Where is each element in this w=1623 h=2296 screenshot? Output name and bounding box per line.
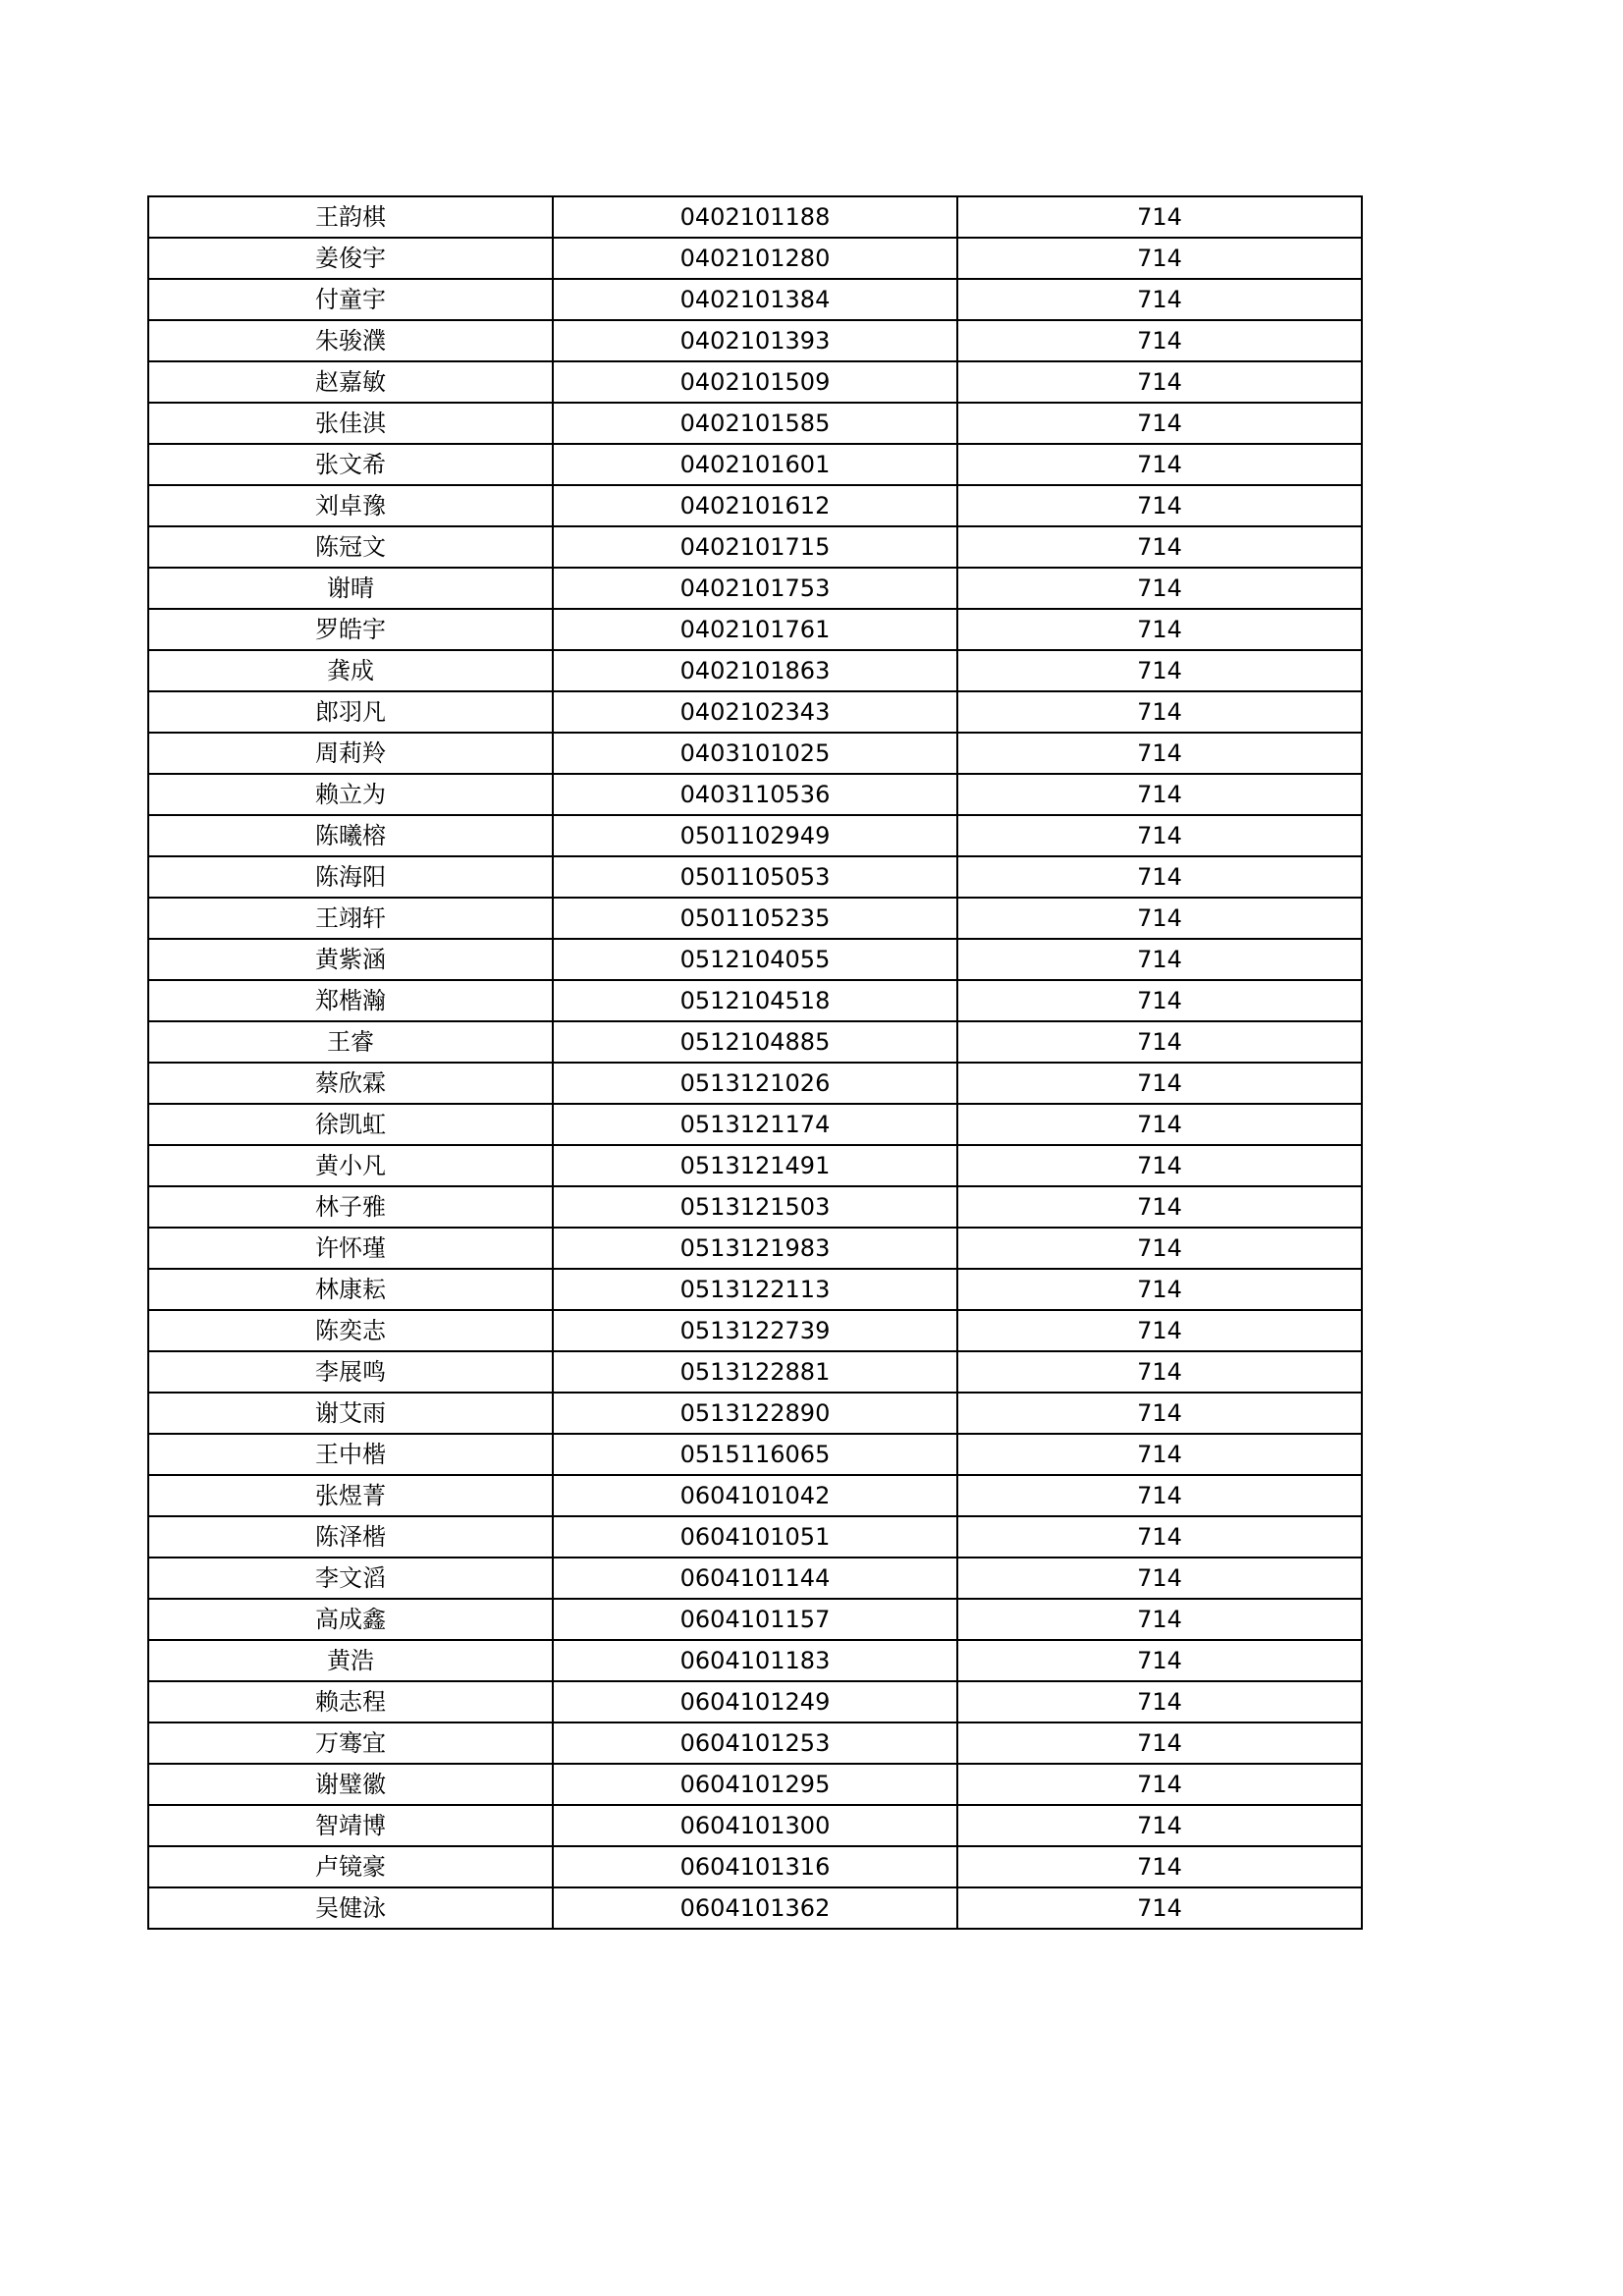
student-name-cell: 吴健泳 bbox=[148, 1887, 553, 1929]
code-cell: 714 bbox=[957, 1186, 1362, 1228]
table-row bbox=[148, 485, 1362, 526]
code-cell: 714 bbox=[957, 1104, 1362, 1145]
code-cell: 714 bbox=[957, 1764, 1362, 1805]
student-id-cell: 0604101300 bbox=[553, 1805, 957, 1846]
student-name-cell: 张佳淇 bbox=[148, 403, 553, 444]
code-cell: 714 bbox=[957, 1516, 1362, 1558]
code-cell: 714 bbox=[957, 1269, 1362, 1310]
student-id-cell: 0402101863 bbox=[553, 650, 957, 691]
code-cell: 714 bbox=[957, 1640, 1362, 1681]
student-id-cell: 0501105053 bbox=[553, 856, 957, 898]
table-row bbox=[148, 1351, 1362, 1393]
student-name-cell: 高成鑫 bbox=[148, 1599, 553, 1640]
code-cell: 714 bbox=[957, 1887, 1362, 1929]
student-id-cell: 0604101295 bbox=[553, 1764, 957, 1805]
student-name-cell: 赖志程 bbox=[148, 1681, 553, 1722]
student-id-cell: 0402102343 bbox=[553, 691, 957, 733]
code-cell: 714 bbox=[957, 1351, 1362, 1393]
code-cell: 714 bbox=[957, 1475, 1362, 1516]
student-name-cell: 许怀瑾 bbox=[148, 1228, 553, 1269]
student-id-cell: 0402101509 bbox=[553, 361, 957, 403]
table-row bbox=[148, 1393, 1362, 1434]
code-cell: 714 bbox=[957, 1228, 1362, 1269]
student-name-cell: 陈奕志 bbox=[148, 1310, 553, 1351]
student-name-cell: 郑楷瀚 bbox=[148, 980, 553, 1021]
table-row bbox=[148, 1186, 1362, 1228]
student-name-cell: 智靖博 bbox=[148, 1805, 553, 1846]
table-row bbox=[148, 403, 1362, 444]
table-row bbox=[148, 1558, 1362, 1599]
code-cell: 714 bbox=[957, 1310, 1362, 1351]
student-name-cell: 王韵棋 bbox=[148, 196, 553, 238]
code-cell: 714 bbox=[957, 361, 1362, 403]
student-name-cell: 谢璧徽 bbox=[148, 1764, 553, 1805]
code-cell: 714 bbox=[957, 815, 1362, 856]
student-id-cell: 0604101051 bbox=[553, 1516, 957, 1558]
table-row bbox=[148, 1681, 1362, 1722]
code-cell: 714 bbox=[957, 526, 1362, 568]
table-row bbox=[148, 279, 1362, 320]
student-id-cell: 0512104055 bbox=[553, 939, 957, 980]
table-row bbox=[148, 1310, 1362, 1351]
document-page bbox=[147, 195, 1361, 1930]
student-name-cell: 郎羽凡 bbox=[148, 691, 553, 733]
code-cell: 714 bbox=[957, 733, 1362, 774]
table-row bbox=[148, 1805, 1362, 1846]
table-row bbox=[148, 444, 1362, 485]
table-row bbox=[148, 939, 1362, 980]
student-id-cell: 0513122881 bbox=[553, 1351, 957, 1393]
student-id-cell: 0604101362 bbox=[553, 1887, 957, 1929]
student-id-cell: 0402101715 bbox=[553, 526, 957, 568]
student-name-cell: 黄小凡 bbox=[148, 1145, 553, 1186]
student-id-cell: 0604101253 bbox=[553, 1722, 957, 1764]
student-id-cell: 0604101316 bbox=[553, 1846, 957, 1887]
student-id-cell: 0604101042 bbox=[553, 1475, 957, 1516]
code-cell: 714 bbox=[957, 196, 1362, 238]
student-name-cell: 朱骏濮 bbox=[148, 320, 553, 361]
student-id-cell: 0604101249 bbox=[553, 1681, 957, 1722]
student-name-cell: 徐凯虹 bbox=[148, 1104, 553, 1145]
student-id-cell: 0402101761 bbox=[553, 609, 957, 650]
student-name-cell: 陈海阳 bbox=[148, 856, 553, 898]
student-id-cell: 0604101157 bbox=[553, 1599, 957, 1640]
student-id-cell: 0402101393 bbox=[553, 320, 957, 361]
table-row bbox=[148, 1063, 1362, 1104]
student-name-cell: 万骞宜 bbox=[148, 1722, 553, 1764]
table-row bbox=[148, 361, 1362, 403]
code-cell: 714 bbox=[957, 898, 1362, 939]
student-id-cell: 0402101753 bbox=[553, 568, 957, 609]
code-cell: 714 bbox=[957, 320, 1362, 361]
student-name-cell: 赵嘉敏 bbox=[148, 361, 553, 403]
student-id-cell: 0513121503 bbox=[553, 1186, 957, 1228]
student-id-cell: 0501105235 bbox=[553, 898, 957, 939]
student-name-cell: 李文滔 bbox=[148, 1558, 553, 1599]
student-id-cell: 0512104885 bbox=[553, 1021, 957, 1063]
student-id-cell: 0515116065 bbox=[553, 1434, 957, 1475]
student-id-cell: 0513121026 bbox=[553, 1063, 957, 1104]
student-id-cell: 0402101280 bbox=[553, 238, 957, 279]
table-row bbox=[148, 1516, 1362, 1558]
table-row bbox=[148, 1599, 1362, 1640]
code-cell: 714 bbox=[957, 609, 1362, 650]
student-name-cell: 罗皓宇 bbox=[148, 609, 553, 650]
code-cell: 714 bbox=[957, 238, 1362, 279]
student-id-cell: 0604101144 bbox=[553, 1558, 957, 1599]
table-row bbox=[148, 733, 1362, 774]
student-id-cell: 0513122890 bbox=[553, 1393, 957, 1434]
roster-table bbox=[147, 195, 1363, 1930]
student-name-cell: 卢镜豪 bbox=[148, 1846, 553, 1887]
code-cell: 714 bbox=[957, 568, 1362, 609]
student-name-cell: 陈泽楷 bbox=[148, 1516, 553, 1558]
table-row bbox=[148, 980, 1362, 1021]
table-row bbox=[148, 1846, 1362, 1887]
student-name-cell: 王睿 bbox=[148, 1021, 553, 1063]
student-id-cell: 0513121174 bbox=[553, 1104, 957, 1145]
student-id-cell: 0402101585 bbox=[553, 403, 957, 444]
code-cell: 714 bbox=[957, 1599, 1362, 1640]
table-row bbox=[148, 1722, 1362, 1764]
table-row bbox=[148, 1145, 1362, 1186]
code-cell: 714 bbox=[957, 1846, 1362, 1887]
table-row bbox=[148, 196, 1362, 238]
student-name-cell: 陈冠文 bbox=[148, 526, 553, 568]
table-row bbox=[148, 1104, 1362, 1145]
student-name-cell: 谢艾雨 bbox=[148, 1393, 553, 1434]
roster-table-body bbox=[148, 196, 1362, 1929]
student-id-cell: 0513122739 bbox=[553, 1310, 957, 1351]
table-row bbox=[148, 1887, 1362, 1929]
code-cell: 714 bbox=[957, 1558, 1362, 1599]
student-name-cell: 付童宇 bbox=[148, 279, 553, 320]
code-cell: 714 bbox=[957, 1681, 1362, 1722]
code-cell: 714 bbox=[957, 444, 1362, 485]
table-row bbox=[148, 856, 1362, 898]
student-id-cell: 0403101025 bbox=[553, 733, 957, 774]
code-cell: 714 bbox=[957, 485, 1362, 526]
table-row bbox=[148, 774, 1362, 815]
table-row bbox=[148, 691, 1362, 733]
code-cell: 714 bbox=[957, 691, 1362, 733]
code-cell: 714 bbox=[957, 939, 1362, 980]
student-id-cell: 0513121983 bbox=[553, 1228, 957, 1269]
table-row bbox=[148, 815, 1362, 856]
student-name-cell: 黄浩 bbox=[148, 1640, 553, 1681]
code-cell: 714 bbox=[957, 279, 1362, 320]
table-row bbox=[148, 568, 1362, 609]
student-name-cell: 谢晴 bbox=[148, 568, 553, 609]
student-name-cell: 林康耘 bbox=[148, 1269, 553, 1310]
table-row bbox=[148, 1640, 1362, 1681]
student-name-cell: 张煜菁 bbox=[148, 1475, 553, 1516]
student-name-cell: 黄紫涵 bbox=[148, 939, 553, 980]
student-id-cell: 0403110536 bbox=[553, 774, 957, 815]
code-cell: 714 bbox=[957, 1722, 1362, 1764]
student-id-cell: 0513122113 bbox=[553, 1269, 957, 1310]
student-id-cell: 0402101601 bbox=[553, 444, 957, 485]
code-cell: 714 bbox=[957, 774, 1362, 815]
table-row bbox=[148, 1475, 1362, 1516]
table-row bbox=[148, 1269, 1362, 1310]
code-cell: 714 bbox=[957, 403, 1362, 444]
table-row bbox=[148, 238, 1362, 279]
student-id-cell: 0501102949 bbox=[553, 815, 957, 856]
student-name-cell: 姜俊宇 bbox=[148, 238, 553, 279]
student-name-cell: 龚成 bbox=[148, 650, 553, 691]
table-row bbox=[148, 1228, 1362, 1269]
table-row bbox=[148, 898, 1362, 939]
student-id-cell: 0604101183 bbox=[553, 1640, 957, 1681]
student-id-cell: 0402101612 bbox=[553, 485, 957, 526]
student-id-cell: 0512104518 bbox=[553, 980, 957, 1021]
student-id-cell: 0402101188 bbox=[553, 196, 957, 238]
student-name-cell: 林子雅 bbox=[148, 1186, 553, 1228]
code-cell: 714 bbox=[957, 650, 1362, 691]
table-row bbox=[148, 1764, 1362, 1805]
table-row bbox=[148, 609, 1362, 650]
student-name-cell: 刘卓豫 bbox=[148, 485, 553, 526]
code-cell: 714 bbox=[957, 1145, 1362, 1186]
code-cell: 714 bbox=[957, 1805, 1362, 1846]
table-row bbox=[148, 650, 1362, 691]
table-row bbox=[148, 320, 1362, 361]
code-cell: 714 bbox=[957, 1434, 1362, 1475]
table-row bbox=[148, 1021, 1362, 1063]
student-name-cell: 张文希 bbox=[148, 444, 553, 485]
code-cell: 714 bbox=[957, 856, 1362, 898]
student-id-cell: 0402101384 bbox=[553, 279, 957, 320]
student-name-cell: 李展鸣 bbox=[148, 1351, 553, 1393]
code-cell: 714 bbox=[957, 1063, 1362, 1104]
student-name-cell: 陈曦榕 bbox=[148, 815, 553, 856]
student-name-cell: 赖立为 bbox=[148, 774, 553, 815]
code-cell: 714 bbox=[957, 1021, 1362, 1063]
student-id-cell: 0513121491 bbox=[553, 1145, 957, 1186]
student-name-cell: 周莉羚 bbox=[148, 733, 553, 774]
table-row bbox=[148, 526, 1362, 568]
student-name-cell: 蔡欣霖 bbox=[148, 1063, 553, 1104]
table-row bbox=[148, 1434, 1362, 1475]
code-cell: 714 bbox=[957, 1393, 1362, 1434]
student-name-cell: 王中楷 bbox=[148, 1434, 553, 1475]
code-cell: 714 bbox=[957, 980, 1362, 1021]
student-name-cell: 王翊轩 bbox=[148, 898, 553, 939]
